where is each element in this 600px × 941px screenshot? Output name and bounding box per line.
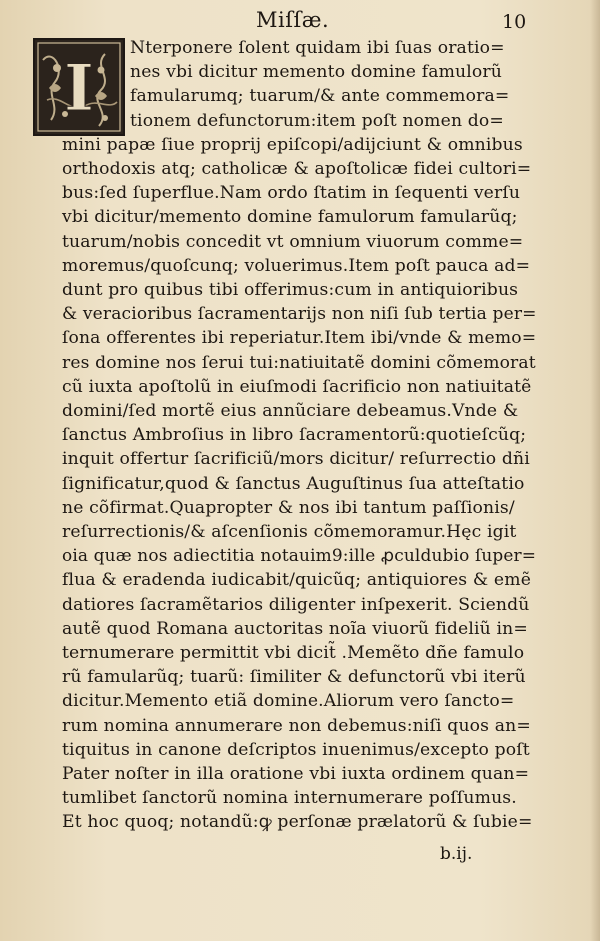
text-line: famularumq; tuarum/& ante commemora= xyxy=(130,86,510,107)
text-line: ſona offerentes ibi reperiatur.Item ibi/vnde & memo= xyxy=(62,328,537,349)
text-line: tumlibet ſanctorũ nomina internumerare poſſumus. xyxy=(62,788,517,809)
text-line: ne cõfirmat.Quapropter & nos ibi tantum paſſionis/ xyxy=(62,497,515,518)
text-line: nes vbi dicitur memento domine famulorũ xyxy=(130,62,503,83)
text-line: rum nomina annumerare non debemus:niſi quos an= xyxy=(62,715,531,736)
decorated-initial-letter xyxy=(33,38,125,136)
text-line: inquit offertur ſacrificiũ/mors dicitur/ reſurrectio dñi xyxy=(62,449,530,470)
text-line: & veracioribus ſacramentarijs non niſi ſub tertia per= xyxy=(62,304,537,325)
running-title: Miſſæ. xyxy=(256,8,330,32)
text-line: Et hoc quoq; notandũ:ꝙ perſonæ prælatorũ & ſubie= xyxy=(62,812,533,833)
text-line: tuarum/nobis concedit vt omnium viuorum comme= xyxy=(62,231,524,252)
initial-letter: I xyxy=(64,51,94,126)
text-line: mini papæ ſiue proprij epiſcopi/adijciunt & omnibus xyxy=(62,134,523,155)
text-line: Nterponere ſolent quidam ibi ſuas oratio= xyxy=(130,38,505,58)
text-line: moremus/quoſcunq; voluerimus.Item poſt pauca ad= xyxy=(62,255,531,276)
text-line: domini/ſed mortẽ eius annũciare debeamus.Vnde & xyxy=(62,401,519,421)
text-line: vbi dicitur/memento domine famulorum famularũq; xyxy=(62,207,518,228)
text-line: oia quæ nos adiectitia notauim9:ille ꝓculdubio ſuper= xyxy=(62,546,537,567)
text-line: rũ famularũq; tuarũ: ſimiliter & defunctorũ vbi iterũ xyxy=(62,667,526,688)
text-line: flua & eradenda iudicabit/quicũq; antiquiores & emẽ xyxy=(62,570,532,591)
text-line: datiores ſacramẽtarios diligenter inſpexerit. Sciendũ xyxy=(62,594,530,615)
text-line: dunt pro quibus tibi offerimus:cum in antiquioribus xyxy=(62,280,519,300)
text-line: res domine nos ſerui tui:natiuitatẽ domini cõmemorat xyxy=(62,352,536,373)
text-line: bus:ſed ſuperflue.Nam ordo ſtatim in ſequenti verſu xyxy=(62,183,521,204)
folio-number: 10 xyxy=(502,11,527,33)
text-line: ſignificatur,quod & ſanctus Auguſtinus ſua atteſtatio xyxy=(62,473,525,494)
text-line: tiquitus in canone deſcriptos inuenimus/excepto poſt xyxy=(62,739,530,760)
text-line: reſurrectionis/& aſcenſionis cõmemoramur.Hęc igit xyxy=(62,522,517,542)
text-line: ternumerare permittit vbi dicit̃ .Memẽto dñe famulo xyxy=(62,643,525,663)
page-edge-shadow xyxy=(590,0,600,941)
text-line: orthodoxis atq; catholicæ & apoſtolicæ fidei cultori= xyxy=(62,159,532,179)
text-line: tionem defunctorum:item poſt nomen do= xyxy=(130,110,504,131)
text-line: autẽ quod Romana auctoritas noĩa viuorũ fideliũ in= xyxy=(62,618,528,639)
text-line: ſanctus Ambroſius in libro ſacramentorũ:quotieſcũq; xyxy=(62,425,527,446)
decorated-initial-graphic xyxy=(35,40,123,134)
text-line: cũ iuxta apoſtolũ in eiuſmodi ſacrificio non natiuitatẽ xyxy=(62,376,532,397)
running-head xyxy=(0,6,600,32)
text-line: dicitur.Memento etiã domine.Aliorum vero ſancto= xyxy=(62,691,515,712)
text-line: Pater noſter in illa oratione vbi iuxta ordinem quan= xyxy=(62,764,530,784)
signature-mark: b.ij. xyxy=(440,844,473,864)
